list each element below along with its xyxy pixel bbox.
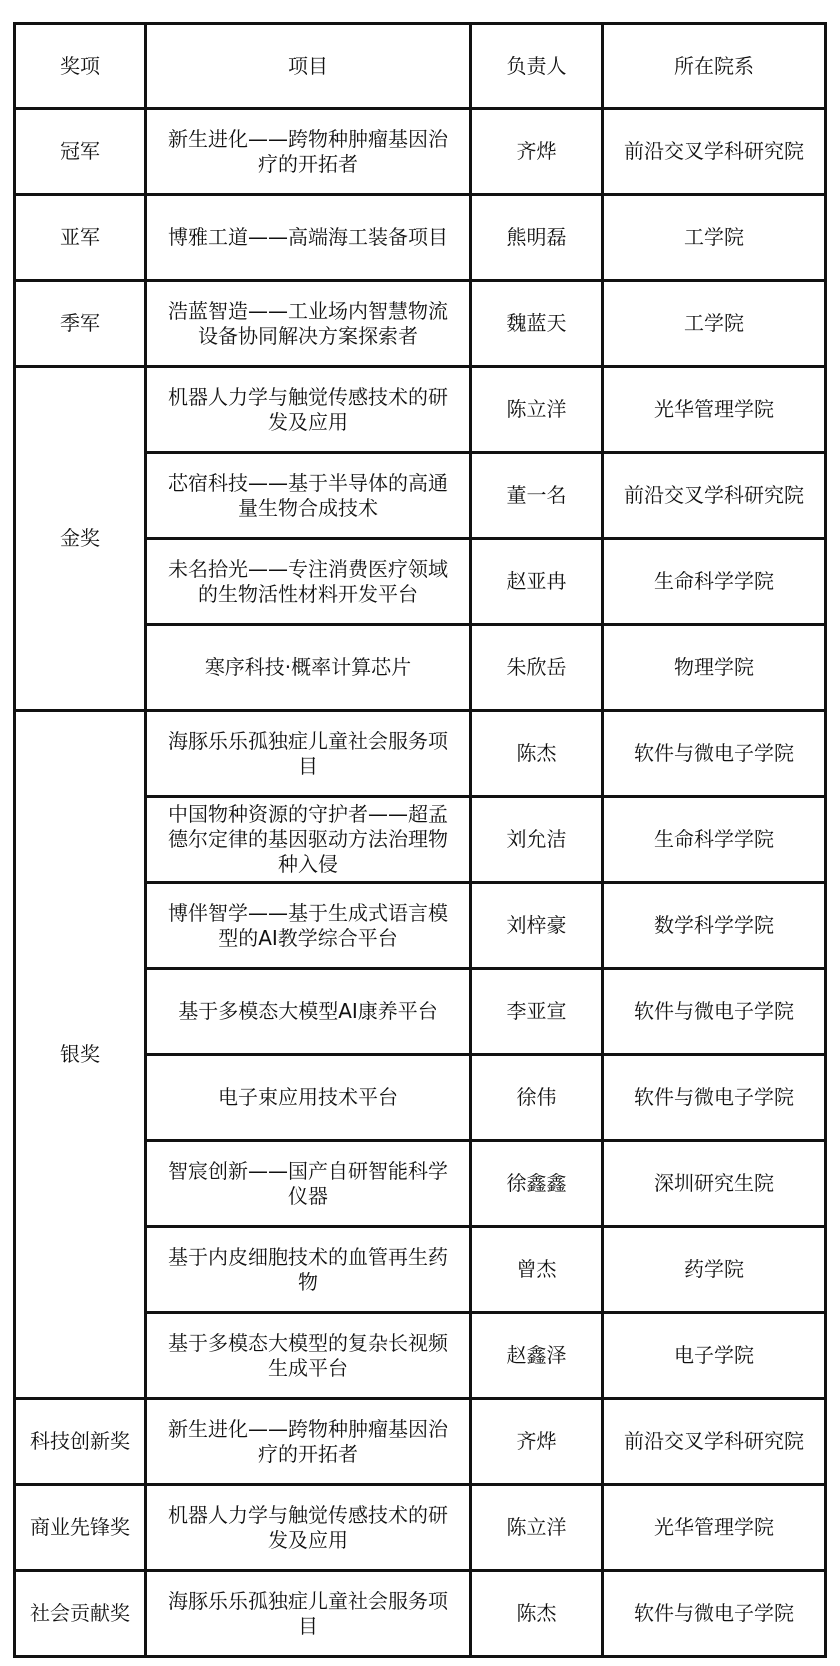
department-cell: 软件与微电子学院 bbox=[603, 969, 826, 1055]
leader-cell: 陈杰 bbox=[471, 1571, 603, 1657]
awards-table-body bbox=[15, 24, 826, 1657]
department-cell: 深圳研究生院 bbox=[603, 1141, 826, 1227]
project-cell: 新生进化——跨物种肿瘤基因治疗的开拓者 bbox=[146, 1399, 471, 1485]
header-row bbox=[15, 24, 826, 109]
project-cell: 基于多模态大模型AI康养平台 bbox=[146, 969, 471, 1055]
table-row bbox=[15, 109, 826, 195]
project-cell: 寒序科技·概率计算芯片 bbox=[146, 625, 471, 711]
table-row bbox=[15, 367, 826, 453]
project-cell: 新生进化——跨物种肿瘤基因治疗的开拓者 bbox=[146, 109, 471, 195]
leader-cell: 陈立洋 bbox=[471, 1485, 603, 1571]
leader-cell: 陈立洋 bbox=[471, 367, 603, 453]
department-cell: 软件与微电子学院 bbox=[603, 1571, 826, 1657]
project-cell: 博伴智学——基于生成式语言模型的AI教学综合平台 bbox=[146, 883, 471, 969]
award-cell: 冠军 bbox=[15, 109, 146, 195]
header-department: 所在院系 bbox=[603, 24, 826, 109]
award-cell: 季军 bbox=[15, 281, 146, 367]
department-cell: 电子学院 bbox=[603, 1313, 826, 1399]
table-row bbox=[15, 711, 826, 797]
award-cell: 金奖 bbox=[15, 367, 146, 711]
project-cell: 海豚乐乐孤独症儿童社会服务项目 bbox=[146, 1571, 471, 1657]
department-cell: 前沿交叉学科研究院 bbox=[603, 109, 826, 195]
project-cell: 机器人力学与触觉传感技术的研发及应用 bbox=[146, 367, 471, 453]
leader-cell: 朱欣岳 bbox=[471, 625, 603, 711]
project-cell: 智宸创新——国产自研智能科学仪器 bbox=[146, 1141, 471, 1227]
leader-cell: 董一名 bbox=[471, 453, 603, 539]
department-cell: 数学科学学院 bbox=[603, 883, 826, 969]
department-cell: 生命科学学院 bbox=[603, 539, 826, 625]
table-row bbox=[15, 1571, 826, 1657]
leader-cell: 刘梓豪 bbox=[471, 883, 603, 969]
department-cell: 工学院 bbox=[603, 281, 826, 367]
leader-cell: 魏蓝天 bbox=[471, 281, 603, 367]
leader-cell: 齐烨 bbox=[471, 1399, 603, 1485]
project-cell: 海豚乐乐孤独症儿童社会服务项目 bbox=[146, 711, 471, 797]
department-cell: 软件与微电子学院 bbox=[603, 711, 826, 797]
department-cell: 光华管理学院 bbox=[603, 367, 826, 453]
award-cell: 社会贡献奖 bbox=[15, 1571, 146, 1657]
leader-cell: 徐伟 bbox=[471, 1055, 603, 1141]
table-row bbox=[15, 195, 826, 281]
leader-cell: 李亚宣 bbox=[471, 969, 603, 1055]
department-cell: 药学院 bbox=[603, 1227, 826, 1313]
table-row bbox=[15, 1399, 826, 1485]
leader-cell: 刘允洁 bbox=[471, 797, 603, 883]
award-cell: 科技创新奖 bbox=[15, 1399, 146, 1485]
award-cell: 银奖 bbox=[15, 711, 146, 1399]
project-cell: 芯宿科技——基于半导体的高通量生物合成技术 bbox=[146, 453, 471, 539]
leader-cell: 赵亚冉 bbox=[471, 539, 603, 625]
leader-cell: 陈杰 bbox=[471, 711, 603, 797]
project-cell: 中国物种资源的守护者——超孟德尔定律的基因驱动方法治理物种入侵 bbox=[146, 797, 471, 883]
awards-table bbox=[13, 22, 827, 1658]
table-row bbox=[15, 1485, 826, 1571]
department-cell: 软件与微电子学院 bbox=[603, 1055, 826, 1141]
department-cell: 光华管理学院 bbox=[603, 1485, 826, 1571]
award-cell: 商业先锋奖 bbox=[15, 1485, 146, 1571]
table-row bbox=[15, 281, 826, 367]
project-cell: 基于内皮细胞技术的血管再生药物 bbox=[146, 1227, 471, 1313]
award-cell: 亚军 bbox=[15, 195, 146, 281]
department-cell: 工学院 bbox=[603, 195, 826, 281]
project-cell: 浩蓝智造——工业场内智慧物流设备协同解决方案探索者 bbox=[146, 281, 471, 367]
project-cell: 机器人力学与触觉传感技术的研发及应用 bbox=[146, 1485, 471, 1571]
project-cell: 博雅工道——高端海工装备项目 bbox=[146, 195, 471, 281]
leader-cell: 徐鑫鑫 bbox=[471, 1141, 603, 1227]
header-award: 奖项 bbox=[15, 24, 146, 109]
header-leader: 负责人 bbox=[471, 24, 603, 109]
leader-cell: 齐烨 bbox=[471, 109, 603, 195]
department-cell: 物理学院 bbox=[603, 625, 826, 711]
leader-cell: 熊明磊 bbox=[471, 195, 603, 281]
project-cell: 基于多模态大模型的复杂长视频生成平台 bbox=[146, 1313, 471, 1399]
leader-cell: 赵鑫泽 bbox=[471, 1313, 603, 1399]
department-cell: 前沿交叉学科研究院 bbox=[603, 453, 826, 539]
leader-cell: 曾杰 bbox=[471, 1227, 603, 1313]
awards-table-container bbox=[13, 22, 827, 1658]
project-cell: 未名拾光——专注消费医疗领域的生物活性材料开发平台 bbox=[146, 539, 471, 625]
department-cell: 前沿交叉学科研究院 bbox=[603, 1399, 826, 1485]
department-cell: 生命科学学院 bbox=[603, 797, 826, 883]
header-project: 项目 bbox=[146, 24, 471, 109]
project-cell: 电子束应用技术平台 bbox=[146, 1055, 471, 1141]
